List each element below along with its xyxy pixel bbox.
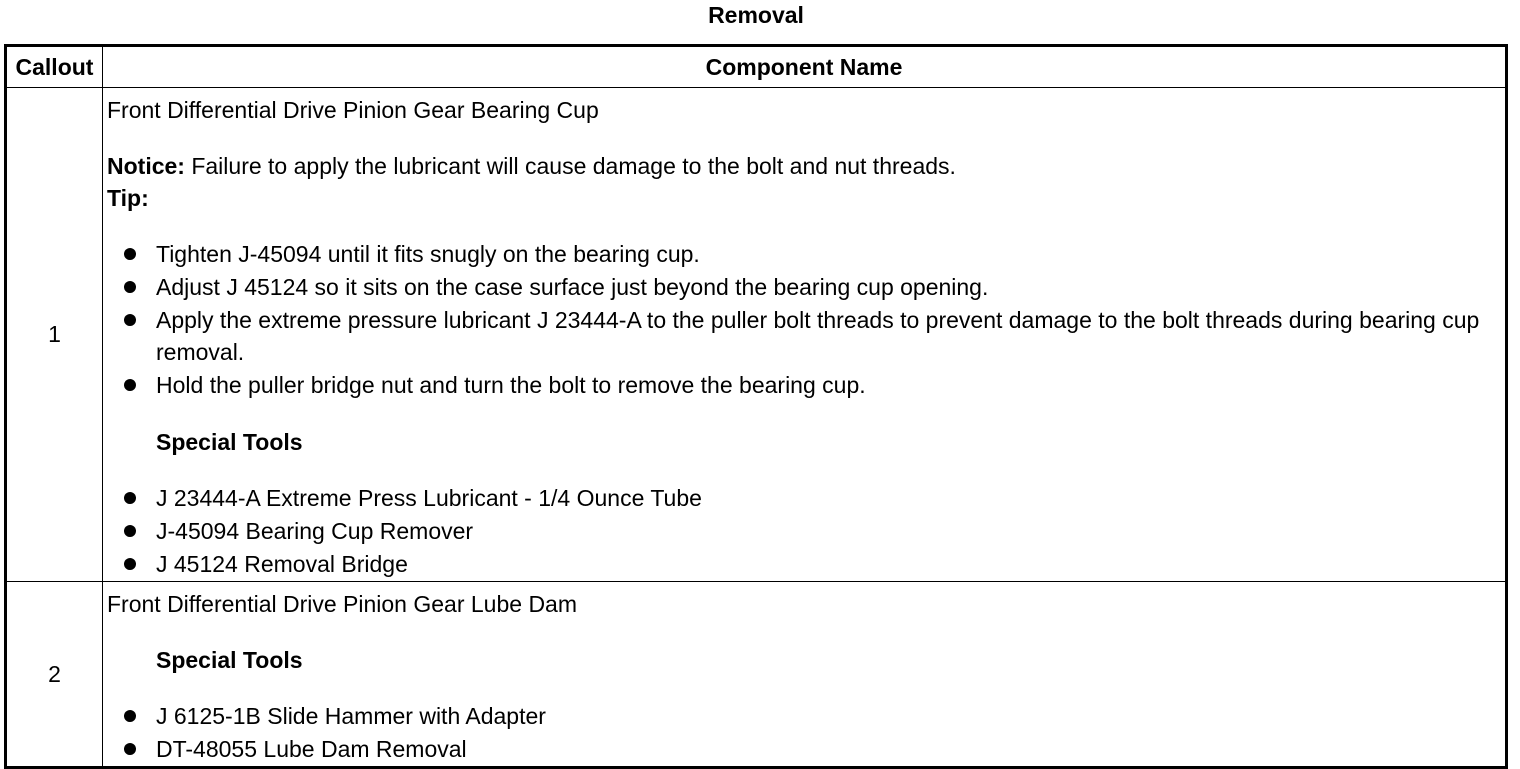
component-name: Front Differential Drive Pinion Gear Bearing Cup <box>107 97 599 123</box>
list-item: Adjust J 45124 so it sits on the case surface just beyond the bearing cup opening. <box>107 271 1497 303</box>
table-header-row <box>6 46 1507 88</box>
spacer <box>107 620 1497 644</box>
callout-number: 2 <box>6 582 103 768</box>
special-tools-list <box>107 700 1497 765</box>
bullet-icon <box>124 710 136 722</box>
special-tools-list <box>107 482 1497 580</box>
tip-label: Tip: <box>107 185 149 211</box>
spacer <box>107 214 1497 238</box>
list-item: DT-48055 Lube Dam Removal <box>107 733 1497 765</box>
bullet-icon <box>124 281 136 293</box>
spacer <box>107 126 1497 150</box>
table-row <box>6 88 1507 582</box>
bullet-icon <box>124 492 136 504</box>
list-item: J 23444-A Extreme Press Lubricant - 1/4 Ounce Tube <box>107 482 1497 514</box>
special-tools-heading: Special Tools <box>156 647 303 673</box>
component-cell <box>103 582 1507 768</box>
bullet-icon <box>124 558 136 570</box>
component-cell <box>103 88 1507 582</box>
list-item: J 45124 Removal Bridge <box>107 548 1497 580</box>
list-item: Apply the extreme pressure lubricant J 23444-A to the puller bolt threads to prevent damage to the bolt threads during bearing cup removal. <box>107 304 1497 368</box>
notice-label: Notice: <box>107 153 185 179</box>
special-tools-heading: Special Tools <box>156 429 303 455</box>
spacer <box>107 402 1497 426</box>
list-item: J-45094 Bearing Cup Remover <box>107 515 1497 547</box>
callout-number: 1 <box>6 88 103 582</box>
component-name-column-header: Component Name <box>103 46 1507 88</box>
list-item: J 6125-1B Slide Hammer with Adapter <box>107 700 1497 732</box>
tip-list <box>107 238 1497 401</box>
table-row <box>6 582 1507 768</box>
spacer <box>107 458 1497 482</box>
bullet-icon <box>124 743 136 755</box>
bullet-icon <box>124 379 136 391</box>
notice-text: Failure to apply the lubricant will cause damage to the bolt and nut threads. <box>184 153 956 179</box>
bullet-icon <box>124 525 136 537</box>
list-item: Tighten J-45094 until it fits snugly on the bearing cup. <box>107 238 1497 270</box>
list-item: Hold the puller bridge nut and turn the bolt to remove the bearing cup. <box>107 369 1497 401</box>
bullet-icon <box>124 314 136 326</box>
bullet-icon <box>124 248 136 260</box>
notice-paragraph <box>107 150 1497 182</box>
removal-table <box>4 44 1508 769</box>
callout-column-header: Callout <box>6 46 103 88</box>
component-name: Front Differential Drive Pinion Gear Lube Dam <box>107 591 578 617</box>
spacer <box>107 676 1497 700</box>
document-title: Removal <box>708 2 804 28</box>
